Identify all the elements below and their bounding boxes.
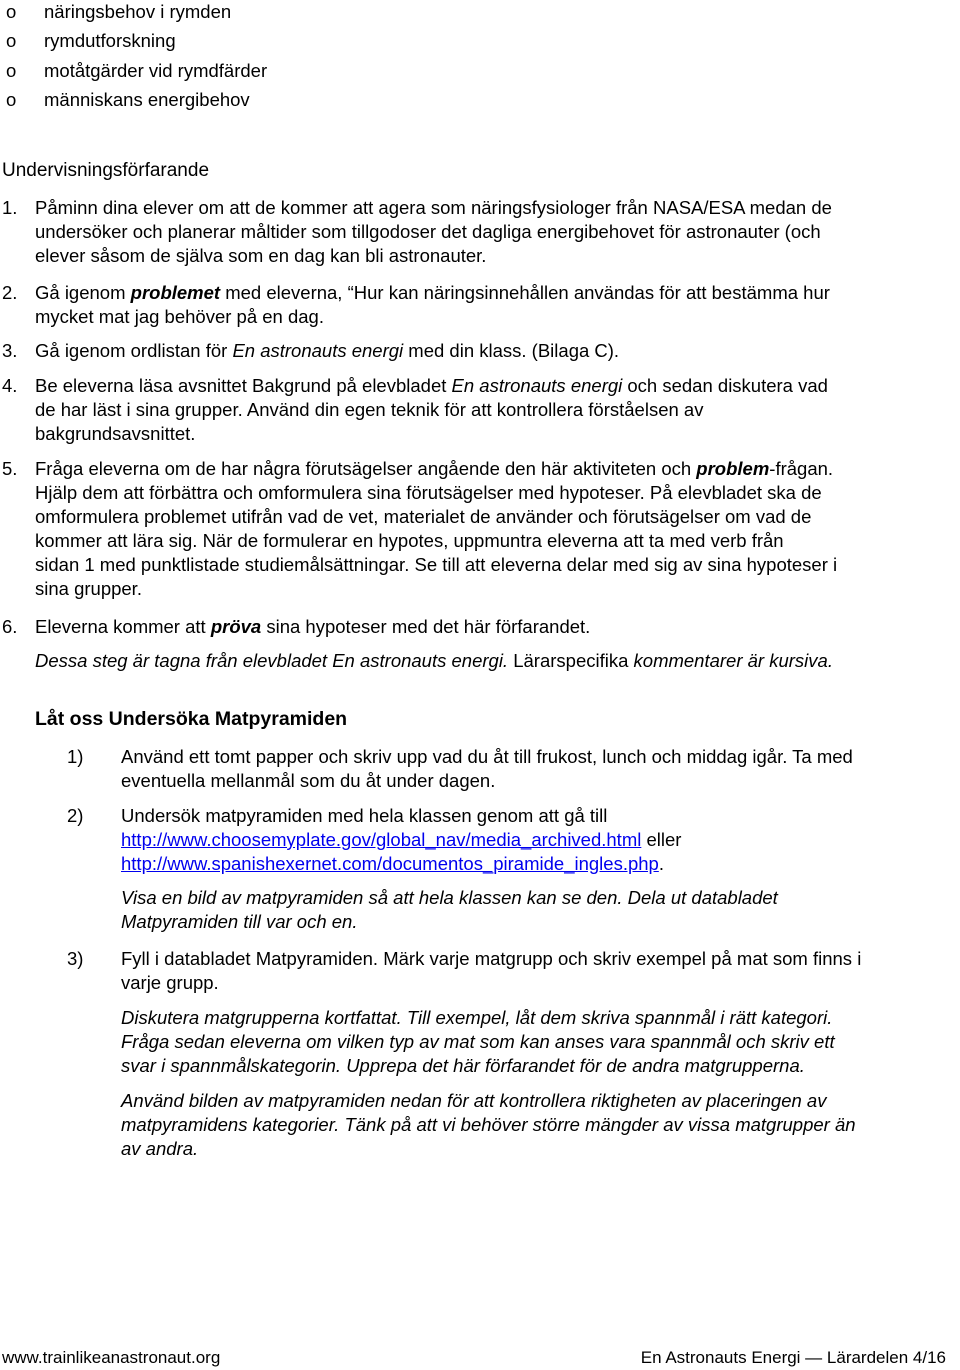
step-number: 2. (2, 282, 18, 303)
bullet-text: rymdutforskning (44, 30, 176, 51)
step-text-line: sina grupper. (35, 578, 142, 599)
choosemyplate-link[interactable]: http://www.choosemyplate.gov/global_nav/media_archived.html (121, 829, 642, 850)
spanishexernet-link[interactable]: http://www.spanishexernet.com/documentos_piramide_ingles.php (121, 853, 659, 874)
footer-website: www.trainlikeanastronaut.org (2, 1348, 221, 1367)
step-number: 6. (2, 616, 18, 637)
point-italic-line: svar i spannmålskategorin. Upprepa det här förfarandet för de andra matgrupperna. (121, 1055, 805, 1076)
footer-page-label: En Astronauts Energi — Lärardelen 4/16 (640, 1348, 946, 1367)
bullet-text: motåtgärder vid rymdfärder (44, 60, 268, 81)
step-text-line: elever såsom de själva som en dag kan bli astronauter. (35, 245, 487, 266)
step-text-line: Fråga eleverna om de har några förutsägelser angående den här aktiviteten och problem-frågan. (35, 458, 834, 479)
step-text-line: Hjälp dem att förbättra och omformulera sina förutsägelser med hypoteser. På elevbladet ska de (35, 482, 822, 503)
step-text-line: sidan 1 med punktlistade studiemålsättningar. Se till att eleverna delar med sig av sina hypoteser i (35, 554, 838, 575)
point-number: 2) (67, 805, 84, 826)
step-text-line: mycket mat jag behöver på en dag. (35, 306, 324, 327)
step-text-line: Be eleverna läsa avsnittet Bakgrund på elevbladet En astronauts energi och sedan diskutera vad (35, 375, 828, 396)
point-italic-line: Fråga sedan eleverna om vilken typ av mat som kan anses vara spannmål och skriv ett (121, 1031, 835, 1052)
point-italic-line: Diskutera matgrupperna kortfattat. Till exempel, låt dem skriva spannmål i rätt kategori. (121, 1007, 833, 1028)
step-number: 4. (2, 375, 18, 396)
point-text-line: http://www.spanishexernet.com/documentos_piramide_ingles.php. (121, 853, 664, 874)
step-text-line: Påminn dina elever om att de kommer att agera som näringsfysiologer från NASA/ESA medan de (35, 197, 832, 218)
point-italic-line: Använd bilden av matpyramiden nedan för att kontrollera riktigheten av placeringen av (121, 1090, 827, 1111)
point-number: 3) (67, 948, 84, 969)
step-number: 5. (2, 458, 18, 479)
step-4 (0, 374, 960, 446)
point-text-line: varje grupp. (121, 972, 219, 993)
bullet-marker: o (6, 30, 17, 51)
bullet-item (0, 0, 960, 24)
step-text-line: Gå igenom ordlistan för En astronauts energi med din klass. (Bilaga C). (35, 340, 620, 361)
step-2 (0, 281, 960, 329)
step-text-line: undersöker och planerar måltider som tillgodoser det dagliga energibehovet för astronauter (och (35, 221, 821, 242)
point-italic-line: Matpyramiden till var och en. (121, 911, 358, 932)
step-3 (0, 339, 960, 363)
point-number: 1) (67, 746, 84, 767)
bullet-marker: o (6, 89, 17, 110)
point-text-line: eventuella mellanmål som du åt under dagen. (121, 770, 496, 791)
point-text-line: http://www.choosemyplate.gov/global_nav/media_archived.html eller (121, 829, 682, 850)
step-1 (0, 196, 960, 268)
step-text-line: omformulera problemet utifrån vad de vet, materialet de använder och förutsägelser om vad de (35, 506, 812, 527)
step-text-line: Gå igenom problemet med eleverna, “Hur kan näringsinnehållen användas för att bestämma hur (35, 282, 830, 303)
section-title: Undervisningsförfarande (2, 160, 210, 181)
title-reference: En astronauts energi (451, 375, 623, 396)
bullet-text: människans energibehov (44, 89, 250, 110)
problem-keyword: problemet (130, 282, 221, 303)
step-6 (0, 615, 960, 639)
problem-keyword: problem (696, 458, 770, 479)
title-reference: En astronauts energi (232, 340, 404, 361)
point-2 (0, 804, 960, 934)
step-text-line: kommer att lära sig. När de formulerar en hypotes, uppmuntra eleverna att ta med verb från (35, 530, 784, 551)
step-text-line: de har läst i sina grupper. Använd din egen teknik för att kontrollera förståelsen av (35, 399, 704, 420)
bullet-item (0, 88, 960, 112)
bullet-marker: o (6, 60, 17, 81)
bullet-text: näringsbehov i rymden (44, 1, 232, 22)
bullet-item (0, 59, 960, 83)
point-italic-line: Visa en bild av matpyramiden så att hela klassen kan se den. Dela ut databladet (121, 887, 778, 908)
point-italic-line: av andra. (121, 1138, 199, 1159)
step-number: 3. (2, 340, 18, 361)
step-text-line: bakgrundsavsnittet. (35, 423, 196, 444)
point-text-line: Fyll i databladet Matpyramiden. Märk varje matgrupp och skriv exempel på mat som finns i (121, 948, 862, 969)
bullet-marker: o (6, 1, 17, 22)
step-number: 1. (2, 197, 18, 218)
bullet-item (0, 29, 960, 53)
point-italic-line: matpyramidens kategorier. Tänk på att vi behöver större mängder av vissa matgrupper än (121, 1114, 856, 1135)
point-3 (0, 947, 960, 1161)
step-5 (0, 457, 960, 601)
section-heading: Låt oss Undersöka Matpyramiden (35, 708, 348, 730)
step-text-line: Eleverna kommer att pröva sina hypoteser med det här förfarandet. (35, 616, 591, 637)
point-text-line: Använd ett tomt papper och skriv upp vad du åt till frukost, lunch och middag igår. Ta med (121, 746, 853, 767)
point-text-line: Undersök matpyramiden med hela klassen genom att gå till (121, 805, 608, 826)
teacher-note: Dessa steg är tagna från elevbladet En astronauts energi. Lärarspecifika kommentarer är kursiva. (35, 650, 833, 671)
point-1 (0, 745, 960, 793)
test-keyword: pröva (210, 616, 262, 637)
